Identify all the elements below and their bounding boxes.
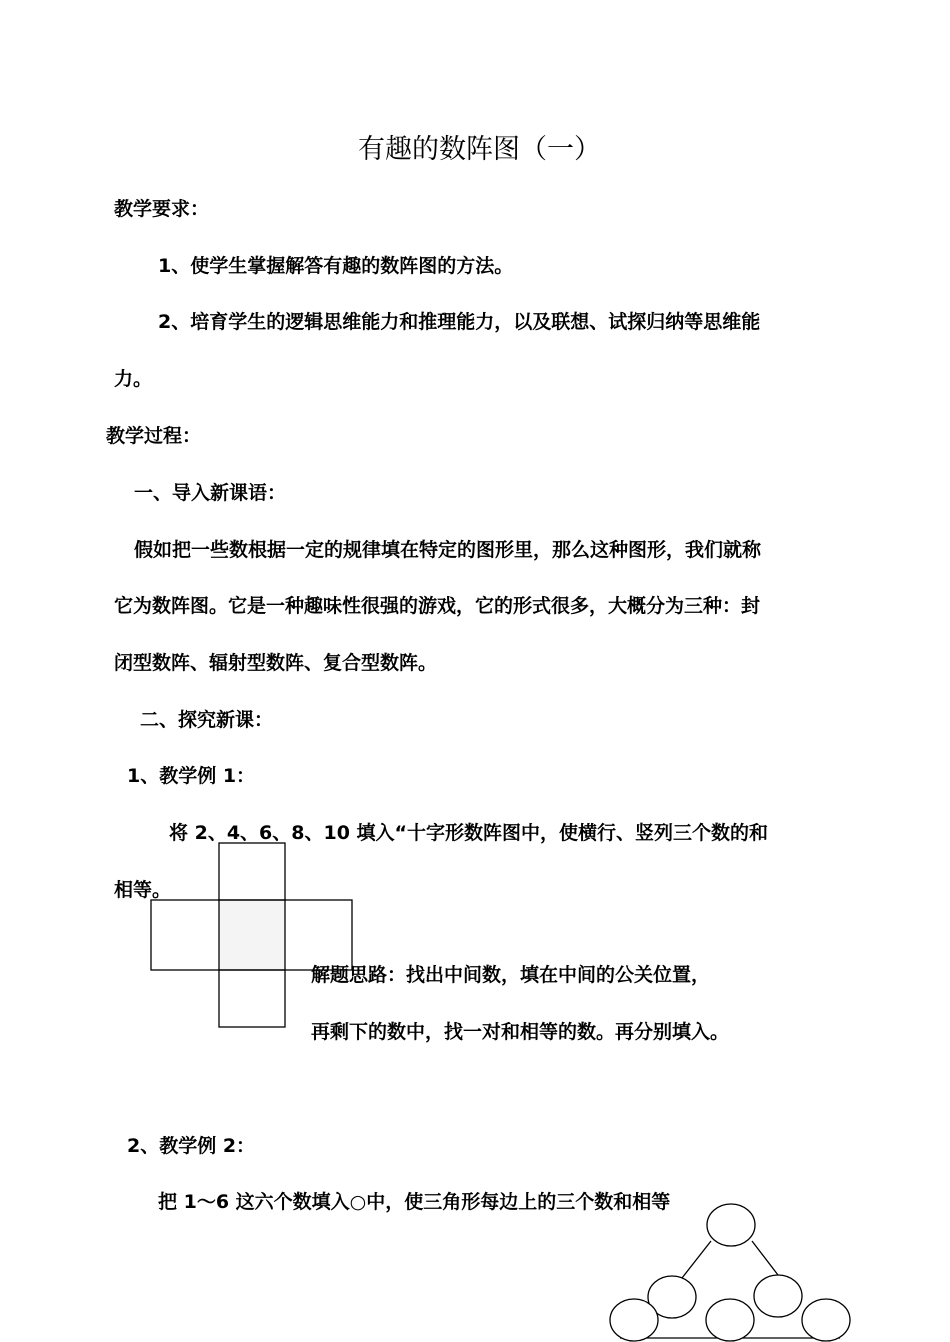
circle-top bbox=[707, 1204, 755, 1246]
requirements-heading: 教学要求： bbox=[114, 198, 210, 220]
process-heading: 教学过程： bbox=[106, 425, 202, 447]
section1-heading: 一、导入新课语： bbox=[134, 482, 287, 504]
example1-heading: 1、教学例 1： bbox=[127, 765, 256, 787]
example1-line-2: 相等。 bbox=[114, 879, 172, 901]
page-title: 有趣的数阵图（一） bbox=[358, 134, 601, 165]
circle-bottom-left bbox=[610, 1299, 658, 1341]
section2-heading: 二、探究新课： bbox=[140, 709, 274, 731]
circle-bottom-middle bbox=[706, 1299, 754, 1341]
example2-heading: 2、教学例 2： bbox=[127, 1135, 256, 1157]
example2-line: 把 1～6 这六个数填入○中，使三角形每边上的三个数和相等 bbox=[158, 1191, 671, 1213]
example1-line-1: 将 2、4、6、8、10 填入“十字形数阵图中，使横行、竖列三个数的和 bbox=[169, 822, 769, 844]
triangle-left-side bbox=[682, 1241, 711, 1278]
section1-line-2: 它为数阵图。它是一种趣味性很强的游戏，它的形式很多，大概分为三种：封 bbox=[114, 595, 761, 617]
section1-line-1: 假如把一些数根据一定的规律填在特定的图形里，那么这种图形，我们就称 bbox=[134, 539, 762, 561]
circle-right-middle bbox=[754, 1275, 802, 1317]
triangle-right-side bbox=[752, 1241, 778, 1275]
circle-bottom-right bbox=[802, 1299, 850, 1341]
section1-line-3: 闭型数阵、辐射型数阵、复合型数阵。 bbox=[114, 652, 438, 674]
example1-hint-1: 解题思路：找出中间数，填在中间的公关位置， bbox=[311, 964, 711, 986]
requirement-2-continuation: 力。 bbox=[114, 368, 153, 390]
requirement-1: 1、使学生掌握解答有趣的数阵图的方法。 bbox=[158, 255, 514, 277]
example1-hint-2: 再剩下的数中，找一对和相等的数。再分别填入。 bbox=[311, 1021, 730, 1043]
requirement-2: 2、培育学生的逻辑思维能力和推理能力，以及联想、试探归纳等思维能 bbox=[158, 311, 761, 333]
